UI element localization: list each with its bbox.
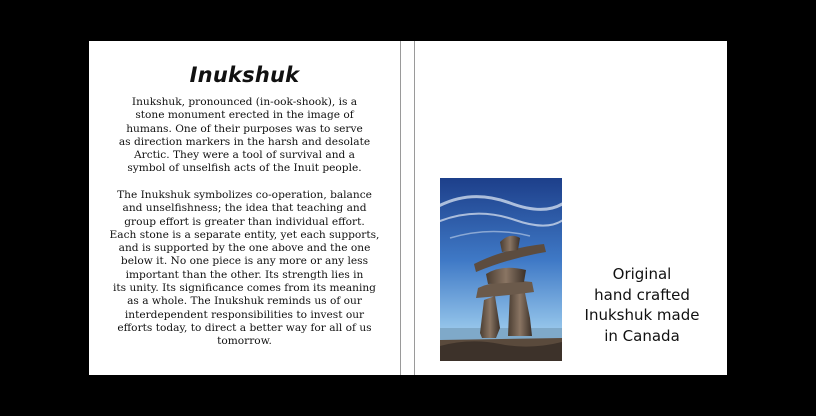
- description-paragraph-1: Inukshuk, pronounced (in-ook-shook), is a stone monument erected in the image of humans. One of their purposes was to serve as direction markers in the harsh and desolate Arctic. They were a tool of survival and a symbol of unselfish acts of the Inuit people.: [118, 96, 371, 175]
- card-fold: [400, 41, 415, 375]
- product-caption: Original hand crafted Inukshuk made in Canada: [584, 265, 700, 345]
- right-page: [415, 41, 727, 375]
- inukshuk-photo: [440, 178, 562, 361]
- page-title: Inukshuk: [189, 63, 300, 87]
- description-paragraph-2: The Inukshuk symbolizes co-operation, balance and unselfishness; the idea that teaching and group effort is greater than individual effort. Each stone is a separate entity, yet each supports, and is supported by the one above and the one below it. No one piece is any more or any less important than the other. Its strength lies in its unity. Its significance comes from its meaning as a whole. The Inukshuk reminds us of our interdependent responsibilities to invest our efforts today, to direct a better way for all of us tomorrow.: [109, 189, 380, 348]
- left-page: [89, 41, 400, 375]
